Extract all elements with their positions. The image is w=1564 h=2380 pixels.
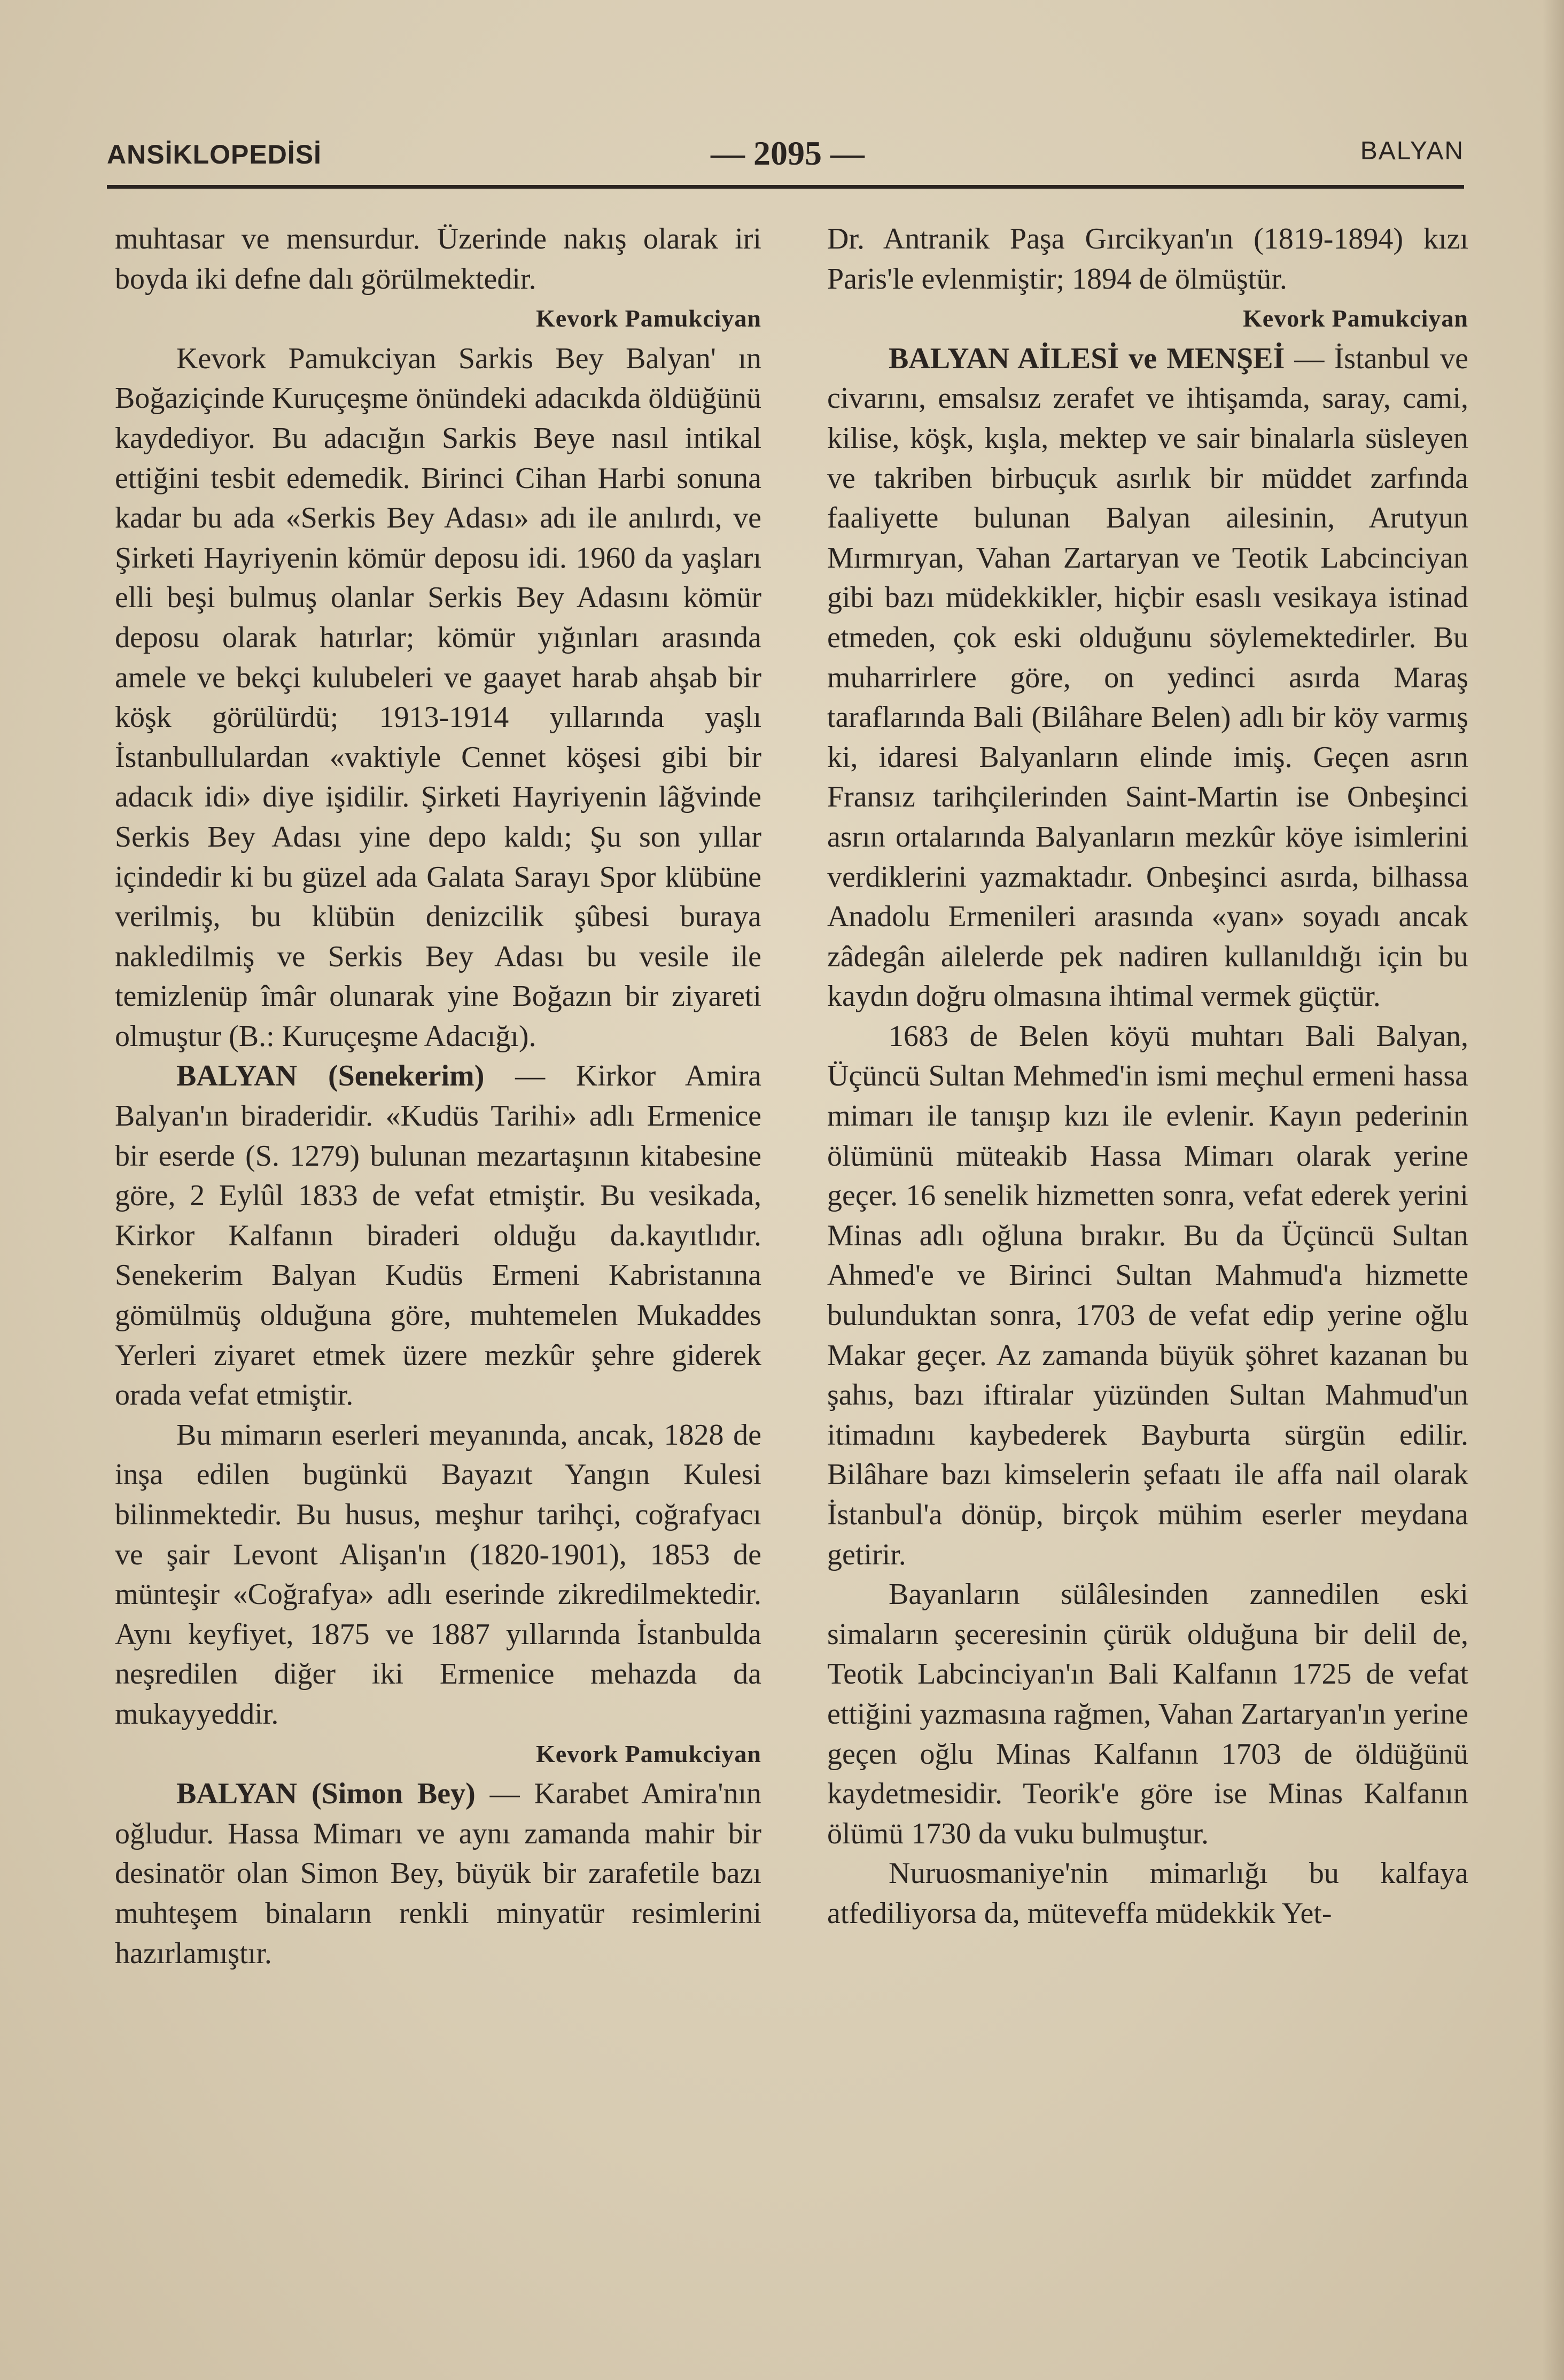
entry-body: — İstanbul ve civarını, emsalsız zerafet ve ihtişamda, saray, cami, kilise, köşk, kışla, mektep ve sair binalarla süsleyen ve takriben birbuçuk asırlık bir müddet zarfında faaliyette bulunan Balyan ailesinin, Arutyun Mırmıryan, Vahan Zartaryan ve Teotik Labcinciyan gibi bazı müdekkikler, hiçbir esaslı vesikaya istinad etmeden, çok eski olduğunu söylemektedirler. Bu muharrirlere göre, on yedinci asırda Maraş taraflarında Bali (Bilâhare Belen) adlı bir köy varmış ki, idaresi Balyanların elinde imiş. Geçen asrın Fransız tarihçilerinden Saint-Martin ise Onbeşinci asrın ortalarında Balyanların mezkûr köye isimlerini verdiklerini yazmaktadır. Onbeşinci asırda, bilhassa Anadolu Ermenileri arasında «yan» soyadı ancak zâdegân ailelerde pek nadiren kullanıldığı için bu kaydın doğru olmasına ihtimal vermek güçtür. [827, 342, 1468, 1013]
page-number: — 2095 — [711, 134, 865, 172]
entry-body: — Karabet Amira'nın oğludur. Hassa Mimarı ve aynı zamanda mahir bir desinatör olan Simon Bey, büyük bir zarafetile bazı muhteşem binaların renkli minyatür resimlerini hazırlamıştır. [115, 1777, 761, 1970]
entry-simon-bey [115, 1774, 761, 1973]
author-signature: Kevork Pamukciyan [1242, 305, 1468, 332]
entry-senekerim [115, 1056, 761, 1415]
entry-balyan-ailesi [827, 339, 1468, 1017]
header-title: ANSİKLOPEDİSİ [107, 139, 322, 169]
entry-heading: BALYAN AİLESİ ve MENŞEİ [889, 342, 1285, 375]
right-column [827, 219, 1468, 1934]
paragraph: Dr. Antranik Paşa Gırcikyan'ın (1819-1894) kızı Paris'le evlenmiştir; 1894 de ölmüştür. [827, 222, 1468, 296]
paragraph: 1683 de Belen köyü muhtarı Bali Balyan, Üçüncü Sultan Mehmed'in ismi meçhul ermeni hassa mimarı ile tanışıp kızı ile evlenir. Kayın pederinin ölümünü müteakib Hassa Mimarı olarak yerine geçer. 16 senelik hizmetten sonra, vefat ederek yerini Minas adlı oğluna bırakır. Bu da Üçüncü Sultan Ahmed'e ve Birinci Sultan Mahmud'a hizmette bulunduktan sonra, 1703 de vefat edip yerine oğlu Makar geçer. Az zamanda büyük şöhret kazanan bu şahıs, bazı iftiralar yüzünden Sultan Mahmud'un itimadını kaybederek Bayburta sürgün edilir. Bilâhare bazı kimselerin şefaatı ile affa nail olarak İstanbul'a dönüp, birçok mühim eserler meydana getirir. [827, 1019, 1468, 1571]
paragraph: Kevork Pamukciyan Sarkis Bey Balyan' ın Boğaziçinde Kuruçeşme önündeki adacıkda öldüğünü kaydediyor. Bu adacığın Sarkis Beye nasıl intikal ettiğini tesbit edemedik. Birinci Cihan Harbi sonuna kadar bu ada «Serkis Bey Adası» adı ile anılırdı, ve Şirketi Hayriyenin kömür deposu idi. 1960 da yaşları elli beşi bulmuş olanlar Serkis Bey Adasını kömür deposu olarak hatırlar; kömür yığınları arasında amele ve bekçi kulubeleri ve gaayet harab ahşab bir köşk görülürdü; 1913-1914 yıllarında yaşlı İstanbullulardan «vaktiyle Cennet köşesi gibi bir adacık idi» diye işidilir. Şirketi Hayriyenin lâğvinde Serkis Bey Adası yine depo kaldı; Şu son yıllar içindedir ki bu güzel ada Galata Sarayı Spor klübüne verilmiş, bu klübün denizcilik şûbesi buraya nakledilmiş ve Serkis Bey Adası bu vesile ile temizlenüp îmâr olunarak yine Boğazın bir ziyareti olmuştur (B.: Kuruçeşme Adacığı). [115, 342, 761, 1053]
entry-body: — Kirkor Amira Balyan'ın biraderidir. «Kudüs Tarihi» adlı Ermenice bir eserde (S. 1279) bulunan mezartaşının kitabesine göre, 2 Eylûl 1833 de vefat etmiştir. Bu vesikada, Kirkor Kalfanın biraderi olduğu da.kayıtlıdır. Senekerim Balyan Kudüs Ermeni Kabristanına gömülmüş olduğuna göre, muhtemelen Mukaddes Yerleri ziyaret etmek üzere mezkûr şehre giderek orada vefat etmiştir. [115, 1059, 761, 1412]
page-header [107, 134, 1464, 182]
paragraph: Nuruosmaniye'nin mimarlığı bu kalfaya atfediliyorsa da, müteveffa müdekkik Yet- [827, 1857, 1468, 1930]
paragraph: muhtasar ve mensurdur. Üzerinde nakış olarak iri boyda iki defne dalı görülmektedir. [115, 222, 761, 296]
header-rule [107, 185, 1464, 189]
paragraph: Bayanların sülâlesinden zannedilen eski simaların şeceresinin çürük olduğuna bir delil de, Teotik Labcinciyan'ın Bali Kalfanın 1725 de vefat ettiğini yazmasına rağmen, Vahan Zartaryan'ın yerine geçen oğlu Minas Kalfanın 1703 de öldüğünü kaydetmesidir. Teorik'e göre ise Minas Kalfanın ölümü 1730 da vuku bulmuştur. [827, 1578, 1468, 1850]
entry-heading: BALYAN (Simon Bey) [176, 1777, 476, 1811]
paragraph: Bu mimarın eserleri meyanında, ancak, 1828 de inşa edilen bugünkü Bayazıt Yangın Kulesi bilinmektedir. Bu husus, meşhur tarihçi, coğrafyacı ve şair Levont Alişan'ın (1820-1901), 1853 de münteşir «Coğrafya» adlı eserinde zikredilmektedir. Aynı keyfiyet, 1875 ve 1887 yıllarında İstanbulda neşredilen diğer iki Ermenice mehazda da mukayyeddir. [115, 1418, 761, 1731]
author-signature: Kevork Pamukciyan [535, 305, 761, 332]
author-signature: Kevork Pamukciyan [535, 1740, 761, 1767]
left-column [115, 219, 761, 1973]
page-edge-shadow [1543, 0, 1564, 2380]
entry-heading: BALYAN (Senekerim) [176, 1059, 485, 1093]
header-keyword: BALYAN [1360, 137, 1464, 165]
